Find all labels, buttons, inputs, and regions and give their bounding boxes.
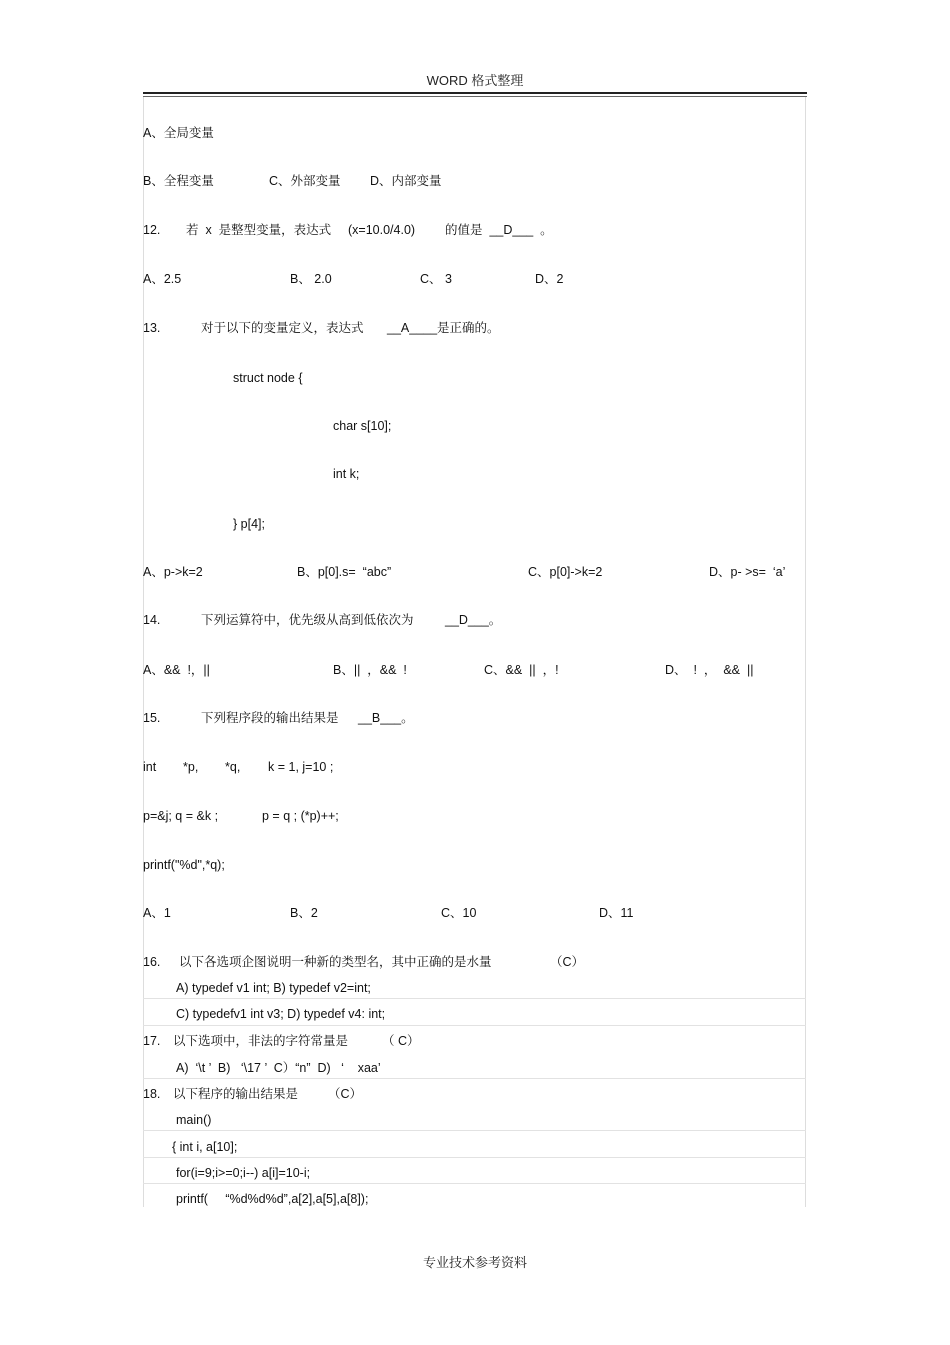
page-header-title: WORD 格式整理 bbox=[426, 73, 524, 88]
option-text: C、p[0]->k=2 bbox=[528, 565, 603, 579]
question-number: 16. bbox=[143, 955, 161, 969]
question-text: __D___。 bbox=[445, 613, 502, 627]
question-number: 14. bbox=[143, 613, 161, 627]
option-text: C、&& || ，! bbox=[484, 663, 559, 677]
question-answer: （C） bbox=[550, 955, 585, 969]
code-line: *p, bbox=[183, 760, 199, 774]
option-text: D、内部变量 bbox=[370, 174, 442, 188]
option-text: A、1 bbox=[143, 906, 171, 920]
option-text: D、2 bbox=[535, 272, 564, 286]
option-text: B、|| ，&& ! bbox=[333, 663, 407, 677]
page-footer-text: 专业技术参考资料 bbox=[422, 1255, 527, 1270]
question-text: (x=10.0/4.0) bbox=[348, 223, 416, 237]
question-text: 对于以下的变量定义，表达式 bbox=[201, 321, 364, 335]
option-text: A、全局变量 bbox=[143, 126, 214, 140]
question-text: 以下程序的输出结果是 bbox=[173, 1087, 299, 1101]
table-row-divider bbox=[143, 1183, 806, 1184]
code-line: k = 1, j=10 ; bbox=[268, 760, 334, 774]
option-text: D、p- >s= ‘a’ bbox=[709, 565, 786, 579]
code-line: for(i=9;i>=0;i--) a[i]=10-i; bbox=[176, 1166, 311, 1180]
question-number: 18. bbox=[143, 1087, 161, 1101]
option-text: B、2 bbox=[290, 906, 318, 920]
question-answer: （C） bbox=[328, 1087, 363, 1101]
table-row-divider bbox=[143, 998, 806, 999]
table-row-divider bbox=[143, 1130, 806, 1131]
question-text: 以下选项中，非法的字符常量是 bbox=[173, 1034, 349, 1048]
question-text: __A____是正确的。 bbox=[387, 321, 500, 335]
question-text: 以下各选项企图说明一种新的类型名，其中正确的是水量 bbox=[179, 955, 492, 969]
option-text: B、p[0].s= “abc” bbox=[297, 565, 392, 579]
option-text: C、 3 bbox=[420, 272, 452, 286]
code-line: int k; bbox=[333, 467, 360, 481]
question-text: 若 x 是整型变量，表达式 bbox=[186, 223, 332, 237]
question-number: 13. bbox=[143, 321, 161, 335]
table-row-divider bbox=[143, 1025, 806, 1026]
question-number: 12. bbox=[143, 223, 161, 237]
code-line: printf("%d",*q); bbox=[143, 858, 225, 872]
code-line: *q, bbox=[225, 760, 241, 774]
option-text: C) typedefv1 int v3; D) typedef v4: int; bbox=[176, 1007, 386, 1021]
question-text: __B___。 bbox=[358, 711, 414, 725]
code-line: } p[4]; bbox=[233, 517, 265, 531]
option-text: A、p->k=2 bbox=[143, 565, 203, 579]
code-line: p = q ; (*p)++; bbox=[262, 809, 339, 823]
option-text: A、2.5 bbox=[143, 272, 182, 286]
option-text: B、 2.0 bbox=[290, 272, 332, 286]
code-line: struct node { bbox=[233, 371, 303, 385]
option-text: A、&& !，|| bbox=[143, 663, 210, 677]
code-line: char s[10]; bbox=[333, 419, 392, 433]
code-line: p=&j; q = &k ; bbox=[143, 809, 219, 823]
option-text: D、 ! ， && || bbox=[665, 663, 754, 677]
table-row-divider bbox=[143, 1078, 806, 1079]
option-text: A) ‘\t ’ B) ‘\17 ’ C）“n” D) ‘ xaa’ bbox=[176, 1061, 381, 1075]
table-row-divider bbox=[143, 1157, 806, 1158]
header-rule-thick bbox=[143, 92, 807, 94]
code-line: printf( “%d%d%d”,a[2],a[5],a[8]); bbox=[176, 1192, 369, 1206]
question-number: 17. bbox=[143, 1034, 161, 1048]
question-text: 的值是 __D___ 。 bbox=[445, 223, 553, 237]
code-line: { int i, a[10]; bbox=[172, 1140, 238, 1154]
question-number: 15. bbox=[143, 711, 161, 725]
question-text: 下列运算符中，优先级从高到低依次为 bbox=[201, 613, 414, 627]
option-text: D、11 bbox=[599, 906, 634, 920]
code-line: main() bbox=[176, 1113, 212, 1127]
option-text: C、外部变量 bbox=[269, 174, 341, 188]
option-text: A) typedef v1 int; B) typedef v2=int; bbox=[176, 981, 371, 995]
code-line: int bbox=[143, 760, 157, 774]
option-text: B、全程变量 bbox=[143, 174, 214, 188]
question-answer: （ C） bbox=[382, 1034, 420, 1048]
question-text: 下列程序段的输出结果是 bbox=[201, 711, 339, 725]
option-text: C、10 bbox=[441, 906, 477, 920]
